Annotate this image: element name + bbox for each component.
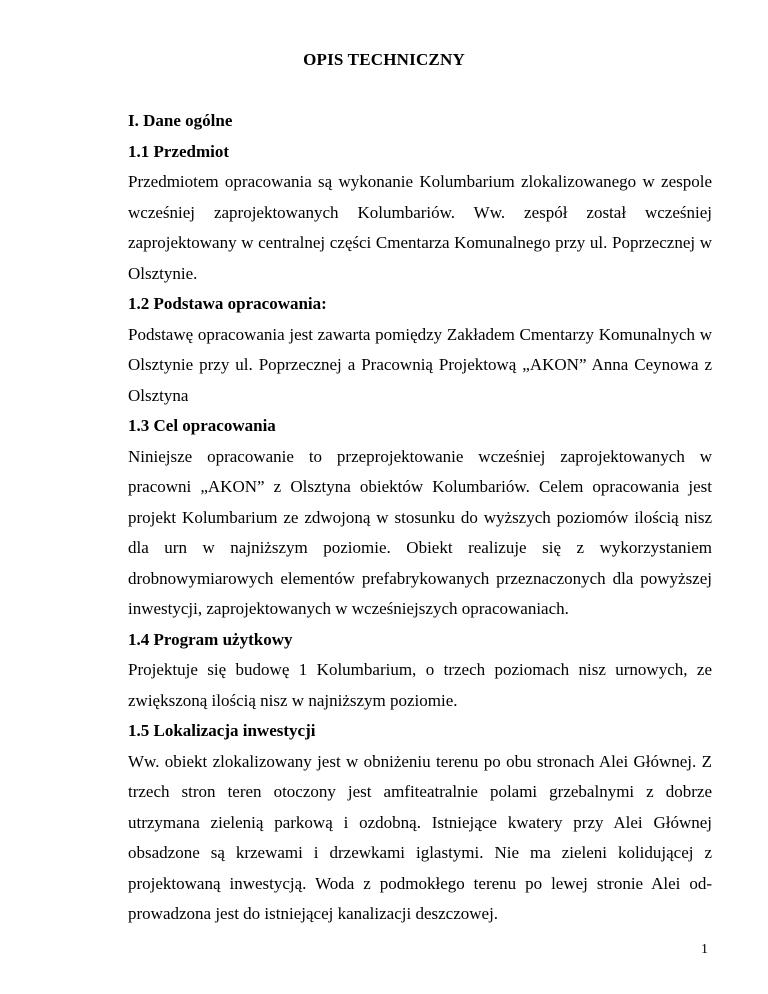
subsection-heading-1-5: 1.5 Lokalizacja inwestycji — [128, 721, 316, 740]
page-number: 1 — [701, 942, 708, 957]
paragraph-1-1: Przedmiotem opracowania są wykonanie Kolumbarium zlokalizowanego w zespole wcześniej zaprojektowanych Kolumbariów. Ww. zespół został wcześniej zaprojektowany w centralnej części Cmentarza Komunalnego przy ul. Poprzecznej w Olsztynie. — [128, 172, 712, 283]
subsection-heading-1-1: 1.1 Przedmiot — [128, 141, 230, 161]
subsection-heading-1-2: 1.2 Podstawa opracowania: — [128, 294, 327, 313]
section-heading: I. Dane ogólne — [128, 111, 233, 130]
paragraph-1-2: Podstawę opracowania jest zawarta pomiędzy Zakładem Cmentarzy Komunalnych w Olsztynie przy ul. Poprzecznej a Pracownią Projektową „AKON” Anna Ceynowa z Olsztyna — [128, 324, 712, 405]
paragraph-1-4: Projektuje się budowę 1 Kolumbarium, o trzech poziomach nisz urnowych, ze zwiększoną ilością nisz w najniższym poziomie. — [128, 660, 712, 710]
document-title: OPIS TECHNICZNY — [303, 50, 465, 69]
paragraph-1-3: Niniejsze opracowanie to przeprojektowanie wcześniej zaprojektowanych w pracowni „AKON” z Olsztyna obiektów Kolumbariów. Celem opracowania jest projekt Kolumbarium ze zdwojoną w stosunku do wyższych poziomów ilością nisz dla urn w najniższym poziomie. Obiekt realizuje się z wykorzystaniem drobnowymiarowych elementów prefabrykowanych przeznaczonych dla powyższej inwestycji, zaprojektowanych w wcześniejszych opracowaniach. — [128, 446, 712, 618]
paragraph-1-5: Ww. obiekt zlokalizowany jest w obniżeniu terenu po obu stronach Alei Głównej. Z trzech stron teren otoczony jest amfiteatralnie polami grzebalnymi z dobrze utrzymana zielenią parkową i ozdobną. Istniejące kwatery przy Alei Głównej obsadzone są krzewami i drzewkami iglastymi. Nie ma zieleni kolidującej z projektowaną inwestycją. Woda z podmokłego terenu po lewej stronie Alei od-prowadzona jest do istniejącej kanalizacji deszczowej. — [128, 751, 712, 923]
subsection-heading-1-3: 1.3 Cel opracowania — [128, 416, 276, 435]
subsection-heading-1-4: 1.4 Program użytkowy — [128, 629, 293, 649]
document-body — [128, 106, 712, 930]
